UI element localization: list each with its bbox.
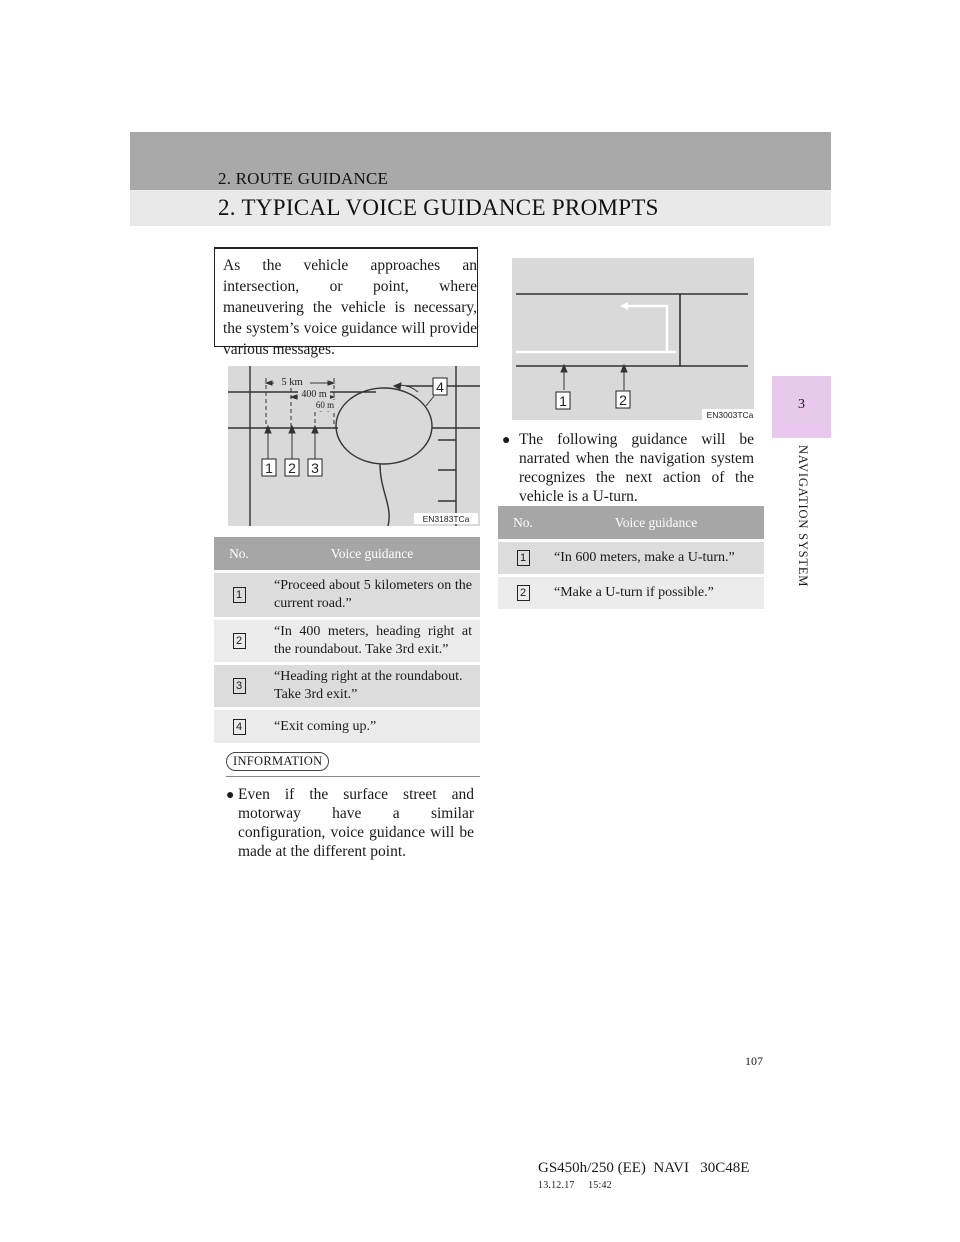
uturn-figure xyxy=(512,258,754,420)
print-date: 13.12.17 15:42 xyxy=(538,1180,612,1191)
callout-1: 1 xyxy=(265,460,273,476)
chapter-label: NAVIGATION SYSTEM xyxy=(796,445,810,588)
uturn-diagram xyxy=(512,258,754,420)
row-number: 1 xyxy=(517,550,530,566)
voice-text: “Make a U-turn if possible.” xyxy=(548,577,764,609)
row-number: 2 xyxy=(233,633,246,649)
voice-guidance-table-uturn xyxy=(498,506,764,609)
uturn-figure-code: EN3003TCa xyxy=(706,410,754,420)
figure-code: EN3183TCa xyxy=(422,514,470,524)
table-row xyxy=(214,710,480,743)
callout-4: 4 xyxy=(436,379,444,395)
voice-text: “In 600 meters, make a U-turn.” xyxy=(548,542,764,574)
page-number: 107 xyxy=(745,1054,763,1068)
voice-text: “Exit coming up.” xyxy=(264,710,480,743)
uturn-callout-1: 1 xyxy=(559,393,567,409)
distance-label-5km: 5 km xyxy=(281,377,303,388)
col-header-no: No. xyxy=(214,537,264,570)
voice-guidance-table-roundabout xyxy=(214,537,480,743)
table-row xyxy=(214,665,480,707)
col-header-voice: Voice guidance xyxy=(548,506,764,539)
uturn-callout-2: 2 xyxy=(619,392,627,408)
col-header-voice: Voice guidance xyxy=(264,537,480,570)
table-row xyxy=(498,577,764,609)
callout-3: 3 xyxy=(311,460,319,476)
table-header xyxy=(498,506,764,539)
voice-text: “Proceed about 5 kilometers on the current road.” xyxy=(264,573,480,617)
row-number: 2 xyxy=(517,585,530,601)
voice-text: “Heading right at the roundabout. Take 3rd exit.” xyxy=(264,665,480,707)
bullet-icon: ● xyxy=(226,788,235,803)
voice-text: “In 400 meters, heading right at the roundabout. Take 3rd exit.” xyxy=(264,620,480,662)
distance-label-60m: 60 m xyxy=(315,400,335,410)
row-number: 1 xyxy=(233,587,246,603)
roundabout-diagram xyxy=(228,366,480,526)
table-row xyxy=(498,542,764,574)
information-divider xyxy=(226,776,480,777)
uturn-note: The following guidance will be narrated when the navigation system recognizes the next action of the vehicle is a U-turn. xyxy=(519,431,754,505)
roundabout-figure xyxy=(228,366,480,526)
distance-label-400m: 400 m xyxy=(301,389,327,400)
row-number: 4 xyxy=(233,719,246,735)
table-row xyxy=(214,620,480,662)
manual-code: GS450h/250 (EE) NAVI 30C48E xyxy=(538,1160,750,1176)
row-number: 3 xyxy=(233,678,246,694)
information-text: Even if the surface street and motorway have a similar configuration, voice guidance will be made at the different point. xyxy=(238,786,474,860)
page-title: 2. TYPICAL VOICE GUIDANCE PROMPTS xyxy=(218,195,659,220)
chapter-number: 3 xyxy=(798,397,805,412)
table-row xyxy=(214,573,480,617)
col-header-no: No. xyxy=(498,506,548,539)
table-header xyxy=(214,537,480,570)
bullet-icon: ● xyxy=(502,433,511,448)
callout-2: 2 xyxy=(288,460,296,476)
intro-box: As the vehicle approaches an intersection, or point, where maneuvering the vehicle is necessary, the system’s voice guidance will provide various messages. xyxy=(214,247,478,347)
information-label: INFORMATION xyxy=(226,752,329,771)
section-label: 2. ROUTE GUIDANCE xyxy=(218,169,389,188)
